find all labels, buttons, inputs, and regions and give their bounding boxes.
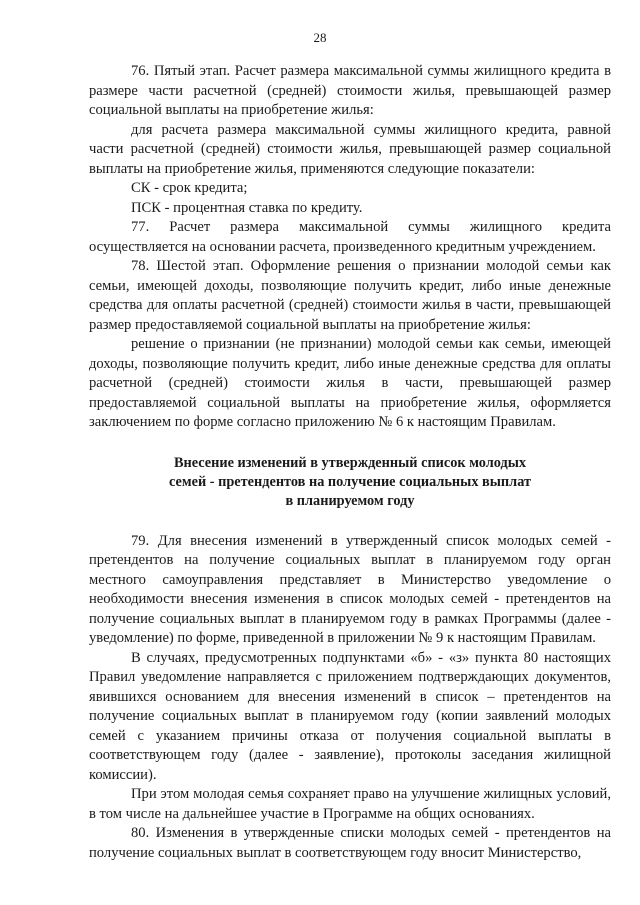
section-heading [89,454,611,511]
paragraph-79: 79. Для внесения изменений в утвержденный список молодых семей - претендентов на получение социальных выплат в планируемом году орган местного самоуправления представляет в Министерство уведомление о необходимости внесения изменения в список молодых семей - претендентов на получение социальных выплат в планируемом году в рамках Программы (далее - уведомление) по форме, приведенной в приложении № 9 к настоящим Правилам. [89,532,611,646]
section-heading-line-3: в планируемом году [285,492,415,509]
paragraph-76-indicators: для расчета размера максимальной суммы жилищного кредита, равной части расчетной (средней) стоимости жилья, превышающей размер социальной выплаты на приобретение жилья, применяются следующие показатели: [89,121,611,177]
page-number: 28 [313,30,327,45]
section-heading-line-2: семей - претендентов на получение социальных выплат [169,473,531,490]
paragraph-77: 77. Расчет размера максимальной суммы жилищного кредита осуществляется на основании расчета, произведенного кредитным учреждением. [89,219,611,255]
paragraph-79-cases: В случаях, предусмотренных подпунктами «б» - «з» пункта 80 настоящих Правил уведомление направляется с приложением подтверждающих документов, явившихся основанием для внесения изменений в список – претендентов на получение социальных выплат в планируемом году (копии заявлений молодых семей с указанием причины отказа от получения социальной выплаты в соответствующем году (далее - заявление), протоколы заседания жилищной комиссии). [89,649,611,783]
document-body [89,62,611,863]
paragraph-76: 76. Пятый этап. Расчет размера максимальной суммы жилищного кредита в размере части расчетной (средней) стоимости жилья, превышающей размер социальной выплаты на приобретение жилья: [89,63,611,118]
section-heading-line-1: Внесение изменений в утвержденный список молодых [173,454,527,471]
paragraph-80: 80. Изменения в утвержденные списки молодых семей - претендентов на получение социальных выплат в соответствующем году вносит Министерство, [89,825,611,861]
paragraph-78: 78. Шестой этап. Оформление решения о признании молодой семьи как семьи, имеющей доходы, позволяющие получить кредит, либо иные денежные средства для оплаты расчетной (средней) стоимости жилья в части, превышающей размер предоставляемой социальной выплаты на приобретение жилья: [89,258,611,333]
paragraph-sk: СК - срок кредита; [131,180,248,196]
paragraph-78-decision: решение о признании (не признании) молодой семьи как семьи, имеющей доходы, позволяющие получить кредит, либо иные денежные средства для оплаты расчетной (средней) стоимости жилья в части, превышающей размер предоставляемой социальной выплаты на приобретение жилья, оформляется заключением по форме согласно приложению № 6 к настоящим Правилам. [89,336,611,430]
paragraph-79-rights: При этом молодая семья сохраняет право на улучшение жилищных условий, в том числе на дальнейшее участие в Программе на общих основаниях. [89,786,611,822]
paragraph-psk: ПСК - процентная ставка по кредиту. [131,199,363,216]
